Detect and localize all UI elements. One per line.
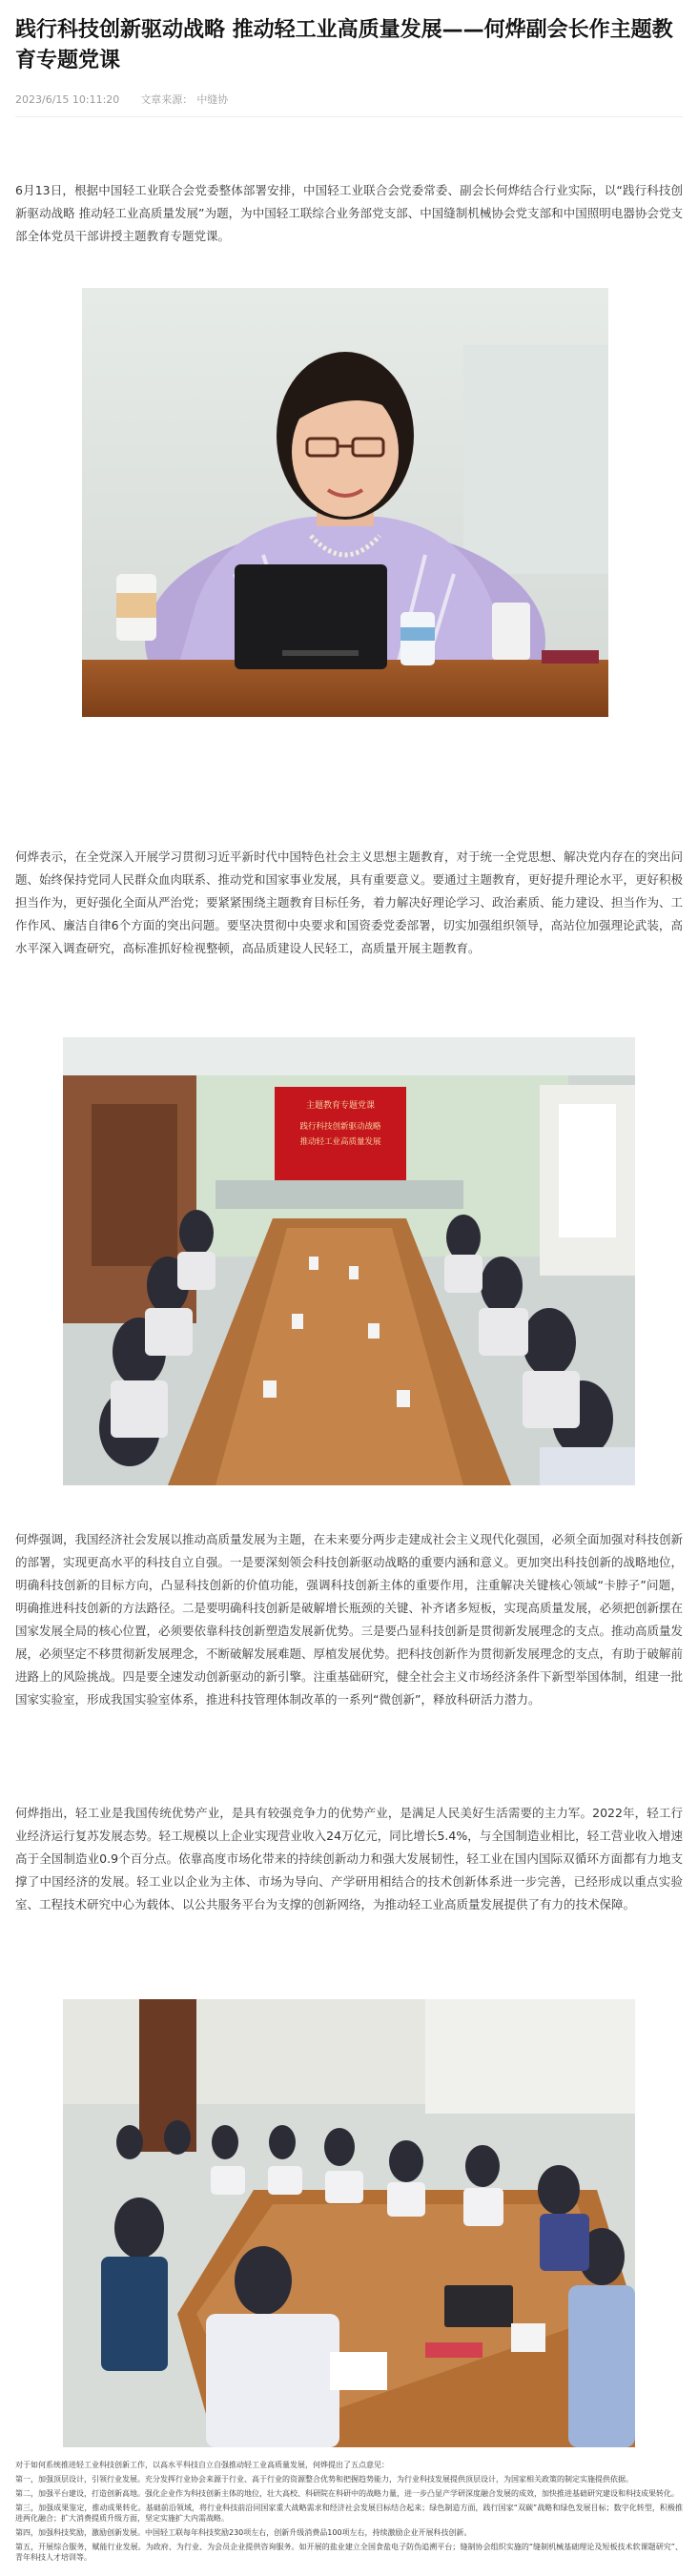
source-name: 中缝协 [196, 93, 229, 106]
banner-line-3: 推动轻工业高质量发展 [299, 1137, 381, 1147]
article-title: 践行科技创新驱动战略 推动轻工业高质量发展——何烨副会长作主题教育专题党课 [15, 18, 673, 72]
banner-line-2: 践行科技创新驱动战略 [299, 1122, 381, 1132]
paragraph-intro: 6月13日，根据中国轻工业联合会党委整体部署安排，中国轻工业联合会党委常委、副会长何烨结合行业实际，以“践行科技创新驱动战略 推动轻工业高质量发展”为题，为中国轻工联综合业务部党支部、中国缝制机械协会党支部和中国照明电器协会党支部全体党员干部讲授主题教育专题党课。 [15, 183, 683, 243]
paragraph-point-5: 第五，开展综合服务，赋能行业发展。为政府、为行业、为会员企业提供咨询服务。如开展的盐业建立全国食盐电子防伪追溯平台；缝制协会组织实施的“缝制机械基础理论及短板技术软课题研究”、青年科技人才培训等。 [15, 2543, 683, 2562]
paragraph-point-4: 第四，加强科技奖励，激励创新发展。中国轻工联每年科技奖励230项左右，创新升级消费品100项左右，持续激励企业开展科技创新。 [15, 2528, 472, 2537]
paragraph-light-industry: 何烨指出，轻工业是我国传统优势产业，是具有较强竞争力的优势产业，是满足人民美好生活需要的主力军。2022年，轻工行业经济运行复苏发展态势。轻工规模以上企业实现营业收入24万亿元，同比增长5.4%，与全国制造业相比，轻工营业收入增速高于全国制造业0.9个百分点。依靠高度市场化带来的持续创新动力和强大发展韧性，轻工业在国内国际双循环方面都有力地支撑了中国经济的发展。轻工业以企业为主体、市场为导向、产学研用相结合的技术创新体系进一步完善，已经形成以重点实验室、工程技术研究中心为载体、以公共服务平台为支撑的创新网络，为推动轻工业高质量发展提供了有力的技术保障。 [15, 1806, 683, 1912]
meeting-photo-1 [63, 1037, 635, 1485]
paragraph-five-suggestions: 对于如何系统推进轻工业科技创新工作，以高水平科技自立自强推动轻工业高质量发展，何烨提出了五点意见： [15, 2461, 389, 2469]
paragraph-point-3: 第三，加强成果鉴定，推动成果转化。基础前沿领域，将行业科技前沿同国家重大战略需求和经济社会发展目标结合起来；绿色制造方面，践行国家“双碳”战略和绿色发展目标；数字化转型，积极推进两化融合；扩大消费提质升级方面，坚定实施扩大内需战略。 [15, 2504, 683, 2523]
publish-date: 2023/6/15 10:11:20 [15, 93, 120, 106]
paragraph-tech-innovation: 何烨强调，我国经济社会发展以推动高质量发展为主题，在未来要分两步走建成社会主义现代化强国，必须全面加强对科技创新的部署，实现更高水平的科技自立自强。一是要深刻领会科技创新驱动战略的重要内涵和意义。更加突出科技创新的战略地位，明确科技创新的目标方向，凸显科技创新的价值功能，强调科技创新主体的重要作用，注重解决关键核心领域“卡脖子”问题，明确推进科技创新的方法路径。二是要明确科技创新是破解增长瓶颈的关键、补齐诸多短板，实现高质量发展，必须把创新摆在国家发展全局的核心位置，必须要依靠科技创新塑造发展新优势。三是要凸显科技创新是贯彻新发展理念的支点。推动高质量发展，必须坚定不移贯彻新发展理念，不断破解发展难题、厚植发展优势。把科技创新作为贯彻新发展理念的支点，有助于破解前进路上的风险挑战。四是要全速发动创新驱动的新引擎。注重基础研究，健全社会主义市场经济条件下新型举国体制，组建一批国家实验室，形成我国实验室体系，推进科技管理体制改革的一系列“微创新”，释放科研活力潜力。 [15, 1532, 684, 1707]
meeting-photo-2 [63, 1999, 635, 2447]
paragraph-point-2: 第二，加强平台建设，打造创新高地。强化企业作为科技创新主体的地位，壮大高校、科研院在科研中的战略力量，进一步凸显产学研深度融合发展的成效，加快推进基础研究建设和科技成果转化。 [15, 2489, 679, 2498]
speaker-photo [82, 288, 608, 717]
header-divider [15, 116, 683, 117]
paragraph-theme-education: 何烨表示，在全党深入开展学习贯彻习近平新时代中国特色社会主义思想主题教育，对于统一全党思想、解决党内存在的突出问题、始终保持党同人民群众血肉联系、推动党和国家事业发展，具有重要意义。要通过主题教育，更好提升理论水平，更好积极担当作为，更好强化全面从严治党；要紧紧围绕主题教育目标任务，着力解决好理论学习、政治素质、能力建设、担当作为、工作作风、廉洁自律6个方面的突出问题。要坚决贯彻中央要求和国资委党委部署，切实加强组织领导，高站位加强理论武装，高水平深入调查研究，高标准抓好检视整顿，高品质建设人民轻工，高质量开展主题教育。 [15, 849, 684, 955]
banner-line-1: 主题教育专题党课 [305, 1101, 376, 1111]
paragraph-point-1: 第一，加强顶层设计，引领行业发展。充分发挥行业协会来源于行业、高于行业的资源整合优势和把握趋势能力，为行业科技发展提供顶层设计，为国家相关政策的制定实施提供依据。 [15, 2475, 633, 2484]
article-meta [15, 92, 249, 107]
source-label: 文章来源： [140, 93, 194, 106]
